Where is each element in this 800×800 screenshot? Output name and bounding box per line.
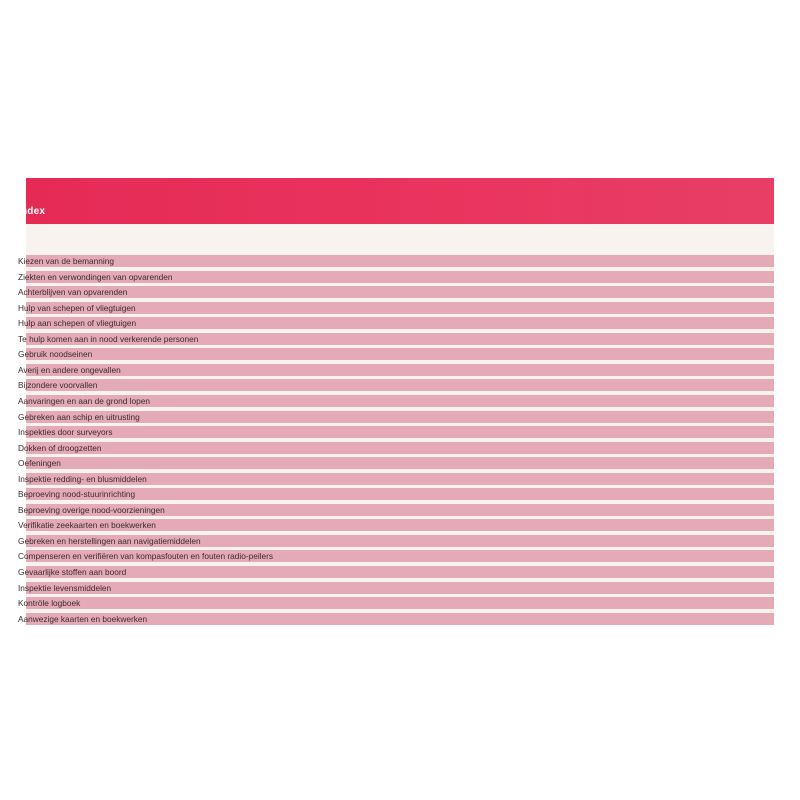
index-row [18, 316, 774, 332]
index-row [18, 394, 774, 410]
index-title: Index [18, 206, 46, 217]
index-item-label: Achterblijven van opvarenden [18, 287, 128, 298]
index-row [18, 441, 774, 457]
row-stripe [26, 597, 774, 609]
index-row [18, 456, 774, 472]
row-stripe [26, 317, 774, 329]
index-item-label: Gebreken en herstellingen aan navigatiemiddelen [18, 535, 201, 546]
row-stripe [26, 286, 774, 298]
index-item-label: Aanvaringen en aan de grond lopen [18, 395, 150, 406]
index-row [18, 363, 774, 379]
index-row [18, 254, 774, 270]
row-stripe [26, 442, 774, 454]
index-item-label: Kontröle logboek [18, 598, 81, 609]
index-item-label: Averij en andere ongevallen [18, 364, 121, 375]
index-item-label: Verifikatie zeekaarten en boekwerken [18, 520, 156, 531]
index-row [18, 410, 774, 426]
row-stripe [26, 457, 774, 469]
index-item-label: Hulp aan schepen of vliegtuigen [18, 318, 137, 329]
index-header-band [18, 178, 774, 224]
index-item-label: Oefeningen [18, 458, 61, 469]
row-stripe [26, 426, 774, 438]
index-item-label: Beproeving overige nood-voorzieningen [18, 504, 165, 515]
row-stripe [26, 255, 774, 267]
index-item-label: Beproeving nood-stuurinrichting [18, 489, 136, 500]
index-item-label: Aanwezige kaarten en boekwerken [18, 613, 148, 624]
index-item-label: Gevaarlijke stoffen aan boord [18, 567, 127, 577]
row-stripe [26, 488, 774, 500]
row-stripe [26, 582, 774, 594]
index-item-label: Dokken of droogzetten [18, 442, 102, 453]
index-row [18, 332, 774, 348]
index-item-label: Bijzondere voorvallen [18, 380, 98, 391]
index-page [18, 178, 774, 625]
row-stripe [26, 302, 774, 314]
index-item-label: Inspektie redding- en blusmiddelen [18, 473, 147, 484]
row-stripe [26, 348, 774, 360]
index-item-label: Inspekties door surveyors [18, 427, 113, 438]
index-item-label: Inspektie levensmiddelen [18, 582, 112, 593]
row-stripe [26, 566, 774, 578]
index-row [18, 612, 774, 628]
index-row [18, 518, 774, 534]
index-row [18, 534, 774, 550]
index-row [18, 503, 774, 519]
index-row [18, 425, 774, 441]
index-item-label: Ziekten en verwondingen van opvarenden [18, 271, 173, 282]
index-item-label: Gebreken aan schip en uitrusting [18, 411, 140, 422]
index-item-label: Te hulp komen aan in nood verkerende personen [18, 333, 199, 344]
row-stripe [26, 379, 774, 391]
index-row [18, 347, 774, 363]
row-stripe [26, 364, 774, 376]
index-row [18, 565, 774, 581]
index-item-label: Hulp van schepen of vliegtuigen [18, 302, 136, 313]
index-row [18, 472, 774, 488]
index-item-label: Kiezen van de bemanning [18, 256, 114, 266]
index-row [18, 487, 774, 503]
index-row [18, 378, 774, 394]
index-row [18, 270, 774, 286]
index-row [18, 301, 774, 317]
index-row [18, 581, 774, 597]
index-item-label: Compenseren en verifiëren van kompasfouten en fouten radio-peilers [18, 551, 274, 562]
index-row [18, 596, 774, 612]
index-item-label: Gebruik noodseinen [18, 349, 93, 360]
index-row [18, 285, 774, 301]
index-row [18, 549, 774, 565]
